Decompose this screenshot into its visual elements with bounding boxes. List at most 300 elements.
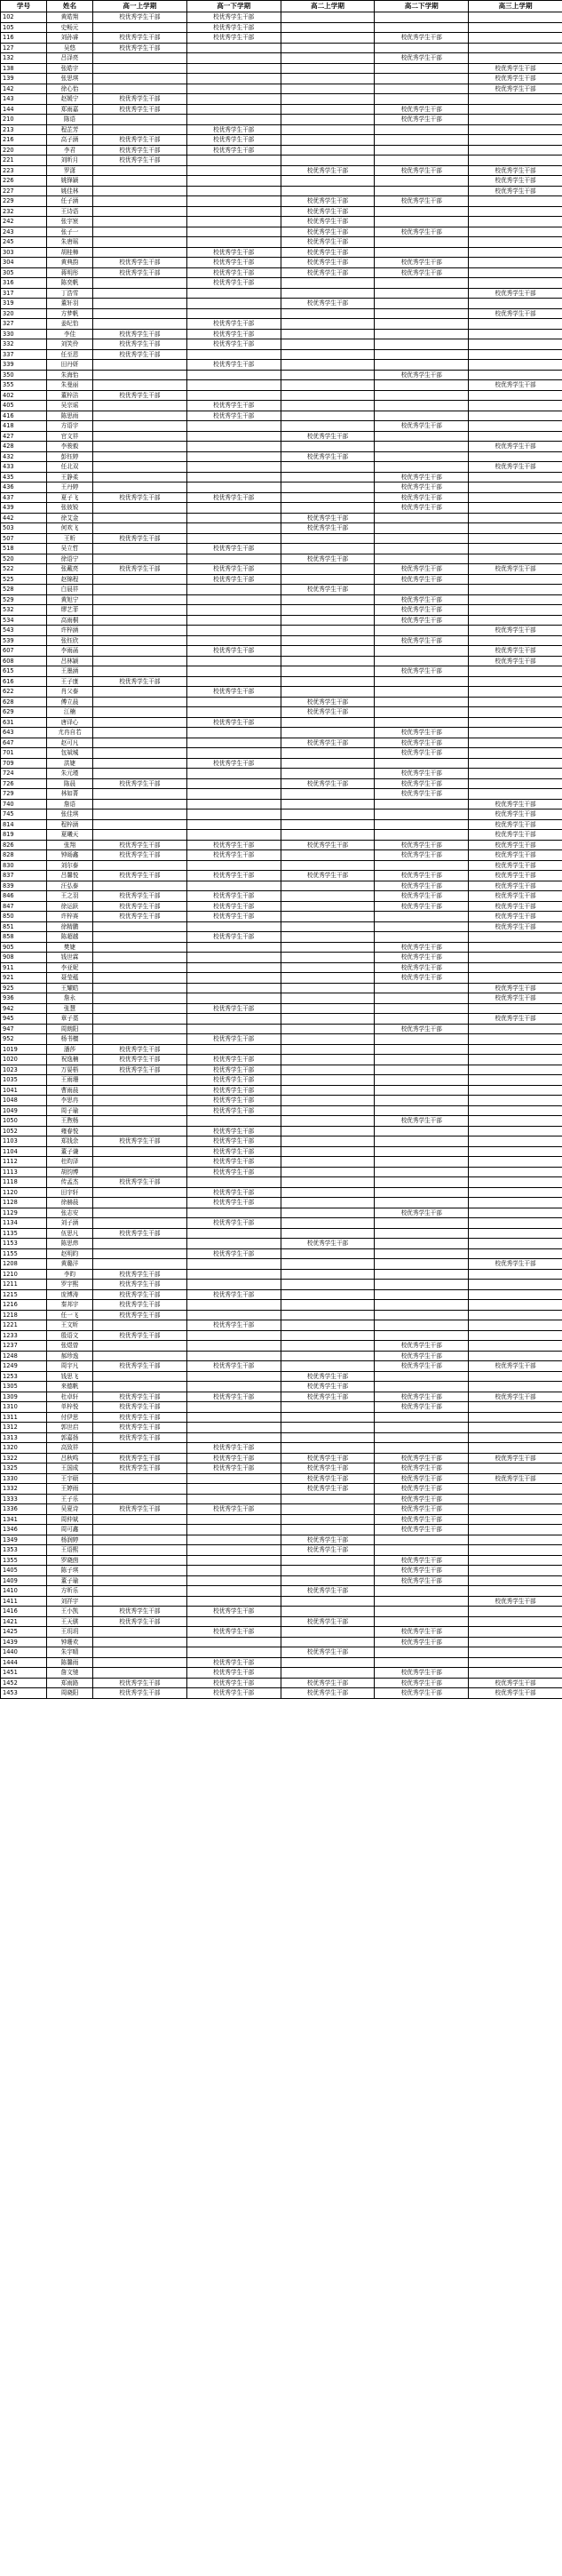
student-id-cell: 1421: [1, 1616, 47, 1627]
table-row: [1, 124, 562, 135]
award-cell: [469, 1668, 562, 1679]
award-cell: [469, 1208, 562, 1218]
award-cell: 校优秀学生干部: [93, 912, 187, 922]
award-cell: [469, 574, 562, 585]
student-name-cell: 郭嘉扬: [47, 1432, 93, 1443]
award-cell: [186, 104, 281, 115]
award-cell: [375, 380, 469, 391]
award-cell: [281, 789, 375, 800]
award-cell: [186, 1566, 281, 1576]
award-cell: [469, 594, 562, 605]
student-name-cell: 江楠: [47, 707, 93, 718]
award-cell: 校优秀学生干部: [375, 370, 469, 380]
student-name-cell: 吴立哲: [47, 544, 93, 554]
award-cell: [469, 676, 562, 687]
student-id-cell: 828: [1, 850, 47, 861]
award-cell: 校优秀学生干部: [281, 431, 375, 442]
award-cell: [469, 789, 562, 800]
table-row: [1, 22, 562, 33]
award-cell: [186, 227, 281, 237]
student-id-cell: 1312: [1, 1423, 47, 1433]
award-cell: [281, 646, 375, 657]
award-cell: [281, 574, 375, 585]
award-cell: 校优秀学生干部: [469, 871, 562, 881]
table-row: [1, 717, 562, 728]
table-row: [1, 1432, 562, 1443]
award-cell: [281, 594, 375, 605]
table-row: [1, 1627, 562, 1638]
award-cell: [186, 472, 281, 483]
award-cell: [375, 237, 469, 248]
student-name-cell: 罗宇熙: [47, 1280, 93, 1290]
award-cell: [375, 329, 469, 339]
award-cell: [281, 1198, 375, 1208]
award-cell: [186, 1208, 281, 1218]
student-id-cell: 1249: [1, 1361, 47, 1372]
award-cell: [93, 1535, 187, 1545]
award-cell: [93, 748, 187, 759]
student-name-cell: 陈语: [47, 115, 93, 125]
award-cell: [281, 1289, 375, 1300]
table-row: [1, 1412, 562, 1423]
award-cell: 校优秀学生干部: [469, 1392, 562, 1402]
award-cell: [186, 1637, 281, 1647]
award-cell: 校优秀学生干部: [469, 165, 562, 176]
student-name-cell: 彭钰婷: [47, 451, 93, 462]
award-cell: [469, 1566, 562, 1576]
award-cell: [281, 104, 375, 115]
award-cell: [93, 1443, 187, 1454]
award-cell: [281, 1218, 375, 1229]
student-id-cell: 539: [1, 635, 47, 646]
table-row: [1, 1566, 562, 1576]
award-cell: [93, 881, 187, 891]
table-row: [1, 1187, 562, 1198]
award-cell: [281, 830, 375, 841]
award-cell: [93, 472, 187, 483]
award-cell: 校优秀学生干部: [93, 1607, 187, 1617]
award-cell: [469, 738, 562, 748]
award-cell: [375, 554, 469, 564]
award-cell: 校优秀学生干部: [93, 1432, 187, 1443]
student-id-cell: 701: [1, 748, 47, 759]
award-cell: [469, 666, 562, 677]
award-cell: [281, 605, 375, 616]
table-row: [1, 748, 562, 759]
award-cell: [281, 390, 375, 401]
award-cell: [375, 993, 469, 1004]
award-cell: [469, 748, 562, 759]
award-cell: [93, 1382, 187, 1392]
student-name-cell: 徐赫晨: [47, 1198, 93, 1208]
student-id-cell: 1103: [1, 1136, 47, 1147]
header-sem-5: 高三上学期: [469, 1, 562, 12]
award-cell: [469, 1239, 562, 1249]
award-cell: 校优秀学生干部: [93, 850, 187, 861]
student-name-cell: 曹雨晨: [47, 1085, 93, 1096]
student-name-cell: 方昕乐: [47, 1586, 93, 1597]
award-cell: [186, 1228, 281, 1239]
table-row: [1, 1014, 562, 1025]
student-name-cell: 夏子飞: [47, 492, 93, 503]
table-row: [1, 84, 562, 94]
student-name-cell: 任北双: [47, 462, 93, 473]
student-name-cell: 传孟杰: [47, 1177, 93, 1188]
table-row: [1, 1341, 562, 1352]
table-row: [1, 462, 562, 473]
award-cell: 校优秀学生干部: [375, 1504, 469, 1515]
award-cell: [281, 1126, 375, 1136]
award-cell: [186, 778, 281, 789]
table-row: [1, 891, 562, 902]
award-cell: [281, 1096, 375, 1106]
student-name-cell: 陈晨: [47, 778, 93, 789]
award-cell: 校优秀学生干部: [186, 1136, 281, 1147]
table-row: [1, 523, 562, 534]
student-name-cell: 陈超越: [47, 932, 93, 943]
award-cell: [186, 431, 281, 442]
award-cell: 校优秀学生干部: [93, 1330, 187, 1341]
student-name-cell: 朱唐瑶: [47, 237, 93, 248]
award-cell: 校优秀学生干部: [469, 646, 562, 657]
award-cell: [93, 1566, 187, 1576]
student-id-cell: 1322: [1, 1453, 47, 1463]
award-cell: 校优秀学生干部: [375, 196, 469, 207]
award-cell: [375, 145, 469, 156]
award-cell: 校优秀学生干部: [186, 1678, 281, 1688]
award-cell: [281, 564, 375, 575]
table-row: [1, 1494, 562, 1504]
award-cell: 校优秀学生干部: [375, 33, 469, 44]
award-cell: 校优秀学生干部: [375, 503, 469, 514]
award-cell: [186, 43, 281, 53]
award-cell: 校优秀学生干部: [375, 483, 469, 493]
student-id-cell: 210: [1, 115, 47, 125]
table-row: [1, 1055, 562, 1065]
student-name-cell: 方梦帆: [47, 308, 93, 319]
award-cell: 校优秀学生干部: [375, 973, 469, 984]
student-id-cell: 220: [1, 145, 47, 156]
award-cell: 校优秀学生干部: [281, 1453, 375, 1463]
award-cell: [186, 1300, 281, 1311]
award-cell: 校优秀学生干部: [93, 1412, 187, 1423]
award-cell: [375, 830, 469, 841]
award-cell: 校优秀学生干部: [93, 135, 187, 146]
student-name-cell: 王雨珊: [47, 1075, 93, 1086]
student-id-cell: 418: [1, 421, 47, 432]
award-cell: [375, 135, 469, 146]
student-name-cell: 吕馨悦: [47, 871, 93, 881]
student-id-cell: 921: [1, 973, 47, 984]
student-name-cell: 周仲斌: [47, 1514, 93, 1525]
header-sem-1: 高一上学期: [93, 1, 187, 12]
award-cell: [281, 1320, 375, 1331]
award-cell: [375, 1167, 469, 1177]
award-cell: [281, 1361, 375, 1372]
award-cell: [93, 819, 187, 830]
student-id-cell: 144: [1, 104, 47, 115]
award-cell: 校优秀学生干部: [93, 1065, 187, 1075]
award-cell: [186, 1116, 281, 1127]
table-row: [1, 1525, 562, 1535]
table-row: [1, 1044, 562, 1055]
award-cell: [281, 1330, 375, 1341]
award-cell: [469, 1167, 562, 1177]
award-cell: [281, 22, 375, 33]
award-cell: [281, 769, 375, 779]
award-cell: [186, 554, 281, 564]
student-name-cell: 许梓赛: [47, 912, 93, 922]
table-row: [1, 871, 562, 881]
award-cell: 校优秀学生干部: [469, 921, 562, 932]
award-cell: [469, 1146, 562, 1157]
student-id-cell: 925: [1, 983, 47, 993]
table-row: [1, 1504, 562, 1515]
award-cell: 校优秀学生干部: [375, 666, 469, 677]
award-cell: [375, 1228, 469, 1239]
award-cell: [93, 1116, 187, 1127]
student-id-cell: 724: [1, 769, 47, 779]
table-row: [1, 1443, 562, 1454]
award-cell: [375, 43, 469, 53]
student-id-cell: 1416: [1, 1607, 47, 1617]
table-row: [1, 635, 562, 646]
award-cell: [469, 1412, 562, 1423]
award-cell: 校优秀学生干部: [186, 758, 281, 769]
student-name-cell: 陈奕帆: [47, 278, 93, 289]
award-cell: [469, 1525, 562, 1535]
student-id-cell: 839: [1, 881, 47, 891]
award-cell: [375, 1136, 469, 1147]
student-name-cell: 李亚妮: [47, 962, 93, 973]
student-name-cell: 王诗语: [47, 206, 93, 217]
award-cell: 校优秀学生干部: [186, 850, 281, 861]
award-cell: [375, 94, 469, 105]
award-cell: [375, 1300, 469, 1311]
award-cell: 校优秀学生干部: [186, 1034, 281, 1045]
award-cell: [93, 594, 187, 605]
table-row: [1, 574, 562, 585]
award-cell: 校优秀学生干部: [375, 1473, 469, 1484]
award-cell: [93, 63, 187, 74]
award-cell: [375, 1443, 469, 1454]
table-row: [1, 288, 562, 299]
award-cell: [469, 942, 562, 953]
award-cell: [281, 953, 375, 963]
student-name-cell: 钟珊欢: [47, 1637, 93, 1647]
award-cell: 校优秀学生干部: [186, 646, 281, 657]
award-cell: [375, 1157, 469, 1168]
award-cell: [281, 421, 375, 432]
award-cell: 校优秀学生干部: [93, 492, 187, 503]
table-row: [1, 513, 562, 523]
award-cell: [469, 707, 562, 718]
student-name-cell: 王文昕: [47, 1320, 93, 1331]
student-name-cell: 周晓阳: [47, 1688, 93, 1699]
table-row: [1, 758, 562, 769]
award-cell: [93, 1647, 187, 1658]
student-name-cell: 杨润婷: [47, 1535, 93, 1545]
student-name-cell: 杨书檀: [47, 1034, 93, 1045]
award-cell: 校优秀学生干部: [93, 12, 187, 23]
student-id-cell: 826: [1, 840, 47, 850]
table-row: [1, 115, 562, 125]
award-cell: [186, 523, 281, 534]
award-cell: [93, 227, 187, 237]
award-cell: 校优秀学生干部: [281, 165, 375, 176]
table-row: [1, 1024, 562, 1034]
award-cell: 校优秀学生干部: [281, 1678, 375, 1688]
award-cell: [281, 1146, 375, 1157]
student-name-cell: 张钰欣: [47, 635, 93, 646]
table-row: [1, 594, 562, 605]
table-row: [1, 1228, 562, 1239]
student-name-cell: 胡钧博: [47, 1167, 93, 1177]
award-cell: 校优秀学生干部: [93, 1504, 187, 1515]
award-cell: [93, 380, 187, 391]
award-cell: [469, 585, 562, 595]
award-cell: [375, 1289, 469, 1300]
student-name-cell: 吴夏诗: [47, 1504, 93, 1515]
award-cell: 校优秀学生干部: [375, 738, 469, 748]
award-cell: [469, 267, 562, 278]
student-name-cell: 王宇硕: [47, 1473, 93, 1484]
award-cell: [469, 513, 562, 523]
award-cell: 校优秀学生干部: [186, 33, 281, 44]
award-cell: [469, 1627, 562, 1638]
award-cell: [93, 503, 187, 514]
table-row: [1, 63, 562, 74]
award-cell: [93, 196, 187, 207]
award-cell: 校优秀学生干部: [375, 605, 469, 616]
student-id-cell: 643: [1, 728, 47, 738]
table-row: [1, 687, 562, 698]
student-name-cell: 秦邦宇: [47, 1300, 93, 1311]
award-cell: [469, 1330, 562, 1341]
award-cell: [186, 1432, 281, 1443]
award-cell: [281, 370, 375, 380]
student-name-cell: 张慧: [47, 1003, 93, 1014]
award-cell: [93, 789, 187, 800]
table-row: [1, 707, 562, 718]
award-cell: [281, 533, 375, 544]
award-cell: [93, 809, 187, 820]
award-cell: [469, 401, 562, 411]
table-row: [1, 676, 562, 687]
award-cell: 校优秀学生干部: [375, 492, 469, 503]
award-cell: [375, 983, 469, 993]
table-row: [1, 1167, 562, 1177]
student-id-cell: 427: [1, 431, 47, 442]
table-row: [1, 401, 562, 411]
table-row: [1, 74, 562, 84]
student-name-cell: 陈子琪: [47, 1566, 93, 1576]
student-id-cell: 142: [1, 84, 47, 94]
table-row: [1, 666, 562, 677]
award-cell: [186, 442, 281, 452]
award-cell: [186, 942, 281, 953]
student-id-cell: 1336: [1, 1504, 47, 1515]
student-name-cell: 张戴亮: [47, 564, 93, 575]
award-cell: [281, 308, 375, 319]
award-cell: [375, 921, 469, 932]
award-cell: 校优秀学生干部: [469, 1688, 562, 1699]
award-cell: [93, 1320, 187, 1331]
award-cell: 校优秀学生干部: [186, 339, 281, 350]
award-cell: [375, 12, 469, 23]
student-id-cell: 1221: [1, 1320, 47, 1331]
student-id-cell: 543: [1, 626, 47, 636]
header-sem-2: 高一下学期: [186, 1, 281, 12]
table-row: [1, 912, 562, 922]
award-cell: [469, 1647, 562, 1658]
award-cell: 校优秀学生干部: [93, 1402, 187, 1413]
award-cell: [375, 809, 469, 820]
award-cell: 校优秀学生干部: [281, 196, 375, 207]
award-cell: 校优秀学生干部: [375, 748, 469, 759]
award-cell: [469, 697, 562, 707]
award-cell: [469, 1280, 562, 1290]
award-cell: [281, 1341, 375, 1352]
award-cell: 校优秀学生干部: [469, 74, 562, 84]
award-cell: [375, 319, 469, 330]
award-cell: 校优秀学生干部: [375, 1392, 469, 1402]
award-cell: [469, 1432, 562, 1443]
award-cell: [93, 666, 187, 677]
table-row: [1, 53, 562, 64]
award-cell: [186, 1525, 281, 1535]
award-cell: [93, 687, 187, 698]
award-cell: [469, 1586, 562, 1597]
table-row: [1, 156, 562, 166]
student-id-cell: 1425: [1, 1627, 47, 1638]
award-cell: [375, 1003, 469, 1014]
award-cell: 校优秀学生干部: [186, 135, 281, 146]
award-cell: 校优秀学生干部: [375, 1688, 469, 1699]
award-cell: [93, 1525, 187, 1535]
award-cell: [93, 585, 187, 595]
award-cell: 校优秀学生干部: [469, 1473, 562, 1484]
award-cell: 校优秀学生干部: [469, 860, 562, 871]
student-id-cell: 532: [1, 605, 47, 616]
award-cell: [281, 1116, 375, 1127]
award-cell: [375, 278, 469, 289]
student-name-cell: 王之羽: [47, 891, 93, 902]
award-cell: 校优秀学生干部: [375, 421, 469, 432]
award-cell: [375, 656, 469, 666]
table-row: [1, 329, 562, 339]
student-name-cell: 白晨祥: [47, 585, 93, 595]
student-id-cell: 847: [1, 901, 47, 912]
award-cell: 校优秀学生干部: [93, 1392, 187, 1402]
award-cell: [93, 319, 187, 330]
student-name-cell: 何欢飞: [47, 523, 93, 534]
award-cell: 校优秀学生干部: [375, 871, 469, 881]
award-cell: 校优秀学生干部: [375, 1484, 469, 1495]
student-name-cell: 王墨涵: [47, 666, 93, 677]
table-row: [1, 860, 562, 871]
award-cell: 校优秀学生干部: [281, 1545, 375, 1556]
student-id-cell: 1440: [1, 1647, 47, 1658]
award-cell: 校优秀学生干部: [469, 881, 562, 891]
award-cell: 校优秀学生干部: [375, 1575, 469, 1586]
award-cell: [93, 635, 187, 646]
table-row: [1, 1514, 562, 1525]
table-row: [1, 1177, 562, 1188]
header-sem-3: 高二上学期: [281, 1, 375, 12]
award-cell: [469, 1463, 562, 1474]
table-row: [1, 1208, 562, 1218]
